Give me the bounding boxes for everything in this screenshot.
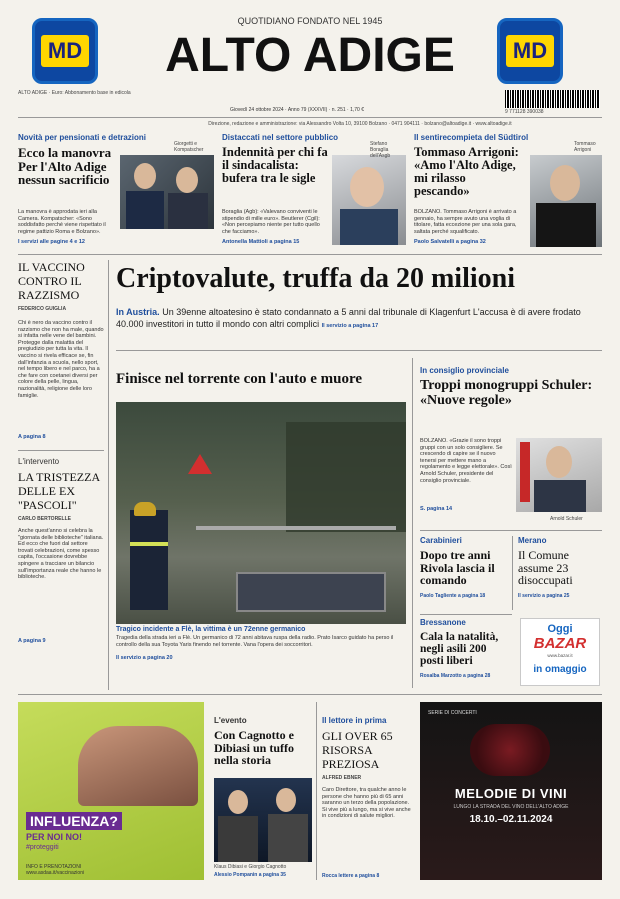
left-info: ALTO ADIGE · Euro: Abbonamento base in edicola [18, 90, 131, 96]
main-subheadline [116, 306, 602, 342]
page-link[interactable]: Rocca lettere a pagina 8 [322, 873, 380, 879]
ad-title: MELODIE DI VINI [454, 786, 568, 801]
masthead-rule [18, 117, 602, 118]
body-text: Boraglia (Agb): «Valevano conviventi le stipendio di mille euro». Beutlerer (Cgil): «Non percepiamo niente per tutto quello che facciamo». [222, 209, 320, 235]
photo-family [78, 726, 198, 806]
caption-title: Tragico incidente a Flè, la vittima è un 72enne germanico [116, 626, 306, 633]
caption: Stefano Boraglia dell'Asgb [370, 141, 391, 159]
brief-bressanone[interactable] [420, 618, 510, 679]
kicker: Il sentirecompieta del Südtirol [414, 133, 529, 142]
author: ALFRED EBNER [322, 775, 362, 781]
right-story[interactable] [420, 366, 602, 526]
main-link[interactable]: Il servizio a pagina 17 [321, 323, 379, 329]
ad-vaccination[interactable] [18, 702, 204, 880]
brief-merano[interactable] [518, 536, 602, 599]
headline: Tommaso Arrigoni: «Amo l'Alto Adige, mi rilasso pescando» [414, 145, 519, 199]
ad-melodie-di-vini[interactable] [420, 702, 602, 880]
barcode [505, 90, 600, 108]
barcode-number: 9 771128 390038 [505, 109, 544, 115]
bazar-top: Oggi [547, 623, 573, 635]
sub-text: Un 39enne altoatesino è stato condannato a 5 anni dal tribunale di Klagenfurt L'accusa è di avere frodato 40.000 investitori in tutto il mondo con altri complici [116, 307, 581, 329]
caption: Giorgetti e Kompatscher [174, 141, 204, 153]
newspaper-title: ALTO ADIGE [165, 29, 455, 82]
photo-boraglia [332, 155, 406, 245]
headline: Indennità per chi fa il sindacalista: bufera tra le sigle [222, 145, 328, 186]
caption: Arnold Schuler [550, 516, 583, 522]
caption: Tommaso Arrigoni [574, 141, 596, 153]
editorial-headline: IL VACCINO CONTRO IL RAZZISMO [18, 260, 85, 302]
bottom-rule [18, 694, 602, 695]
intervento-kicker: L'intervento [18, 457, 60, 466]
left-col-rule [108, 260, 109, 690]
intervento-link[interactable]: A pagina 9 [18, 638, 46, 644]
kicker: Distaccati nel settore pubblico [222, 133, 339, 142]
caption: Klaus Dibiasi e Giorgio Cagnotto [214, 864, 287, 870]
bottom-story-event[interactable] [214, 716, 312, 882]
top-story-2[interactable] [222, 133, 406, 251]
intervento-headline: LA TRISTEZZA DELLE EX "PASCOLI" [18, 470, 100, 512]
photo-schuler [516, 438, 602, 512]
letters-column[interactable] [322, 716, 412, 882]
kicker: L'evento [214, 716, 247, 725]
headline: Dopo tre anni Rivola lascia il comando [420, 548, 495, 588]
tagline: QUOTIDIANO FONDATO NEL 1945 [237, 16, 383, 26]
top-story-1[interactable] [18, 133, 214, 251]
rule [420, 614, 512, 615]
headline: Ecco la manovra Per l'Alto Adige nessun sacrificio [18, 145, 112, 188]
main-rule [116, 350, 602, 351]
page-link[interactable]: Rosalba Marzotto a pagina 28 [420, 673, 491, 680]
body-text: BOLZANO. «Grazie il sono troppi gruppi con un solo consigliere. Se crescendo di capire se il nuovo tenersi per mettere mano a regolamento e legge elettorale». Così Arnold Schuler, presidente del consiglio provinciale. [420, 438, 512, 484]
photo-accident [116, 402, 406, 624]
right-col-rule [412, 358, 413, 688]
bazar-url: www.bazar.it [547, 653, 573, 658]
main-headline[interactable]: Criptovalute, truffa da 20 milioni [116, 263, 515, 294]
page-link[interactable]: Alessio Pompanin a pagina 35 [214, 872, 286, 878]
ad-sub: LUNGO LA STRADA DEL VINO DELL'ALTO ADIGE [453, 804, 569, 810]
bazar-brand: BAZAR [533, 635, 587, 652]
md-logo-left: MD [32, 18, 98, 84]
brief-carabinieri[interactable] [420, 536, 508, 599]
body-text: BOLZANO. Tommaso Arrigoni è arrivato a gennaio, ha sempre avuto una voglia di titolare, fatta eccezione per una sola gara, saltata perché squalificato. [414, 209, 517, 235]
story-caption [116, 626, 406, 661]
body-text: La manovra è approdata ieri alla Camera. Kompatscher: «Sono soddisfatto perché viene rispettato il regime pattizio Roma e Bolzano». [18, 209, 106, 235]
intervento-text: Anche quest'anno si celebra la "giornata delle biblioteche" italiana. Ed ecco che fuori dal settore trovati celebrazioni, come spesso capita, l'occasione dovrebbe spingere a tracciare un bilancio sull'importanza reale che hanno le biblioteche. [18, 528, 104, 581]
page-link[interactable]: I servizi alle pagine 4 e 12 [18, 239, 85, 245]
firefighter [130, 510, 168, 610]
page-link[interactable]: Paolo Salvatelli a pagina 32 [414, 239, 486, 245]
page-link[interactable]: Antonella Mattioli a pagina 15 [222, 239, 300, 245]
ad-dates: 18.10.–02.11.2024 [469, 814, 553, 825]
ad-info: INFO E PRENOTAZIONI www.asdaa.it/vaccinazioni [26, 864, 85, 876]
top-story-3[interactable] [414, 133, 602, 251]
bazar-ad[interactable] [520, 618, 600, 686]
editorial-link[interactable]: A pagina 8 [18, 434, 46, 440]
kicker: Carabinieri [420, 536, 462, 545]
rule [420, 530, 602, 531]
rule [512, 536, 513, 610]
editorial-author: FEDERICO GUIGLIA [18, 306, 67, 312]
ad-top: SERIE DI CONCERTI [428, 710, 477, 716]
headline: GLI OVER 65 RISORSA PREZIOSA [322, 729, 393, 771]
top-row-rule [18, 254, 602, 255]
caption-text: Tragedia della strada ieri a Flè. Un germanico di 72 anni abitava ruspa della radio. Prato Isarco guidato ha perso il controllo della sua Toyota Yaris finendo nel torrente. Vana l'opera dei soccorritori. [116, 635, 394, 648]
story-headline[interactable]: Finisce nel torrente con l'auto e muore [116, 371, 363, 387]
wine-illustration [470, 724, 550, 776]
photo-arrigoni [530, 155, 602, 247]
headline: Troppi monogruppi Schuler: «Nuove regole» [420, 378, 593, 408]
headline: Il Comune assume 23 disoccupati [518, 548, 573, 588]
editorial-text: Chi è nero da vaccino contro il razzismo che non ha male, quando si infatta nelle vene del bambini. Protegge dalla malattia del pregiudizio per tutta la vita. Il vaccino si rivela efficace se, fin dall'infanzia a scuola, nello sport, nel tempo libero e nel parco, ha a che fare con coetanei diversi per colore della pelle, lingua, nazionalità, religione delle loro famiglie. [18, 320, 104, 399]
contacts: Direzione, redazione e amministrazione: via Alessandro Volta 10, 39100 Bolzano · 0471 904111 · bolzano@altoadige.it · www.altoadige.it [208, 121, 512, 127]
ad-tag: #proteggiti [26, 844, 59, 851]
kicker: In consiglio provinciale [420, 366, 509, 375]
body-text: Caro Direttore, tra qualche anno le persone che hanno più di 65 anni saranno un terzo della popolazione. Si vive più a lungo, ma si vive anche in condizioni di salute migliori. [322, 787, 411, 820]
ad-sub: PER NOI NO! [26, 832, 83, 842]
kicker: Merano [518, 536, 547, 545]
photo-ministers [120, 155, 214, 229]
sub-kicker: In Austria. [116, 307, 160, 317]
md-logo-right: MD [497, 18, 563, 84]
kicker: Novità per pensionati e detrazioni [18, 133, 147, 142]
issue-info: Giovedì 24 ottobre 2024 · Anno 79 (XXXVII) · n. 251 · 1,70 € [230, 107, 364, 113]
warning-sign-icon [188, 454, 212, 474]
bazar-bottom: in omaggio [533, 664, 587, 675]
rule [316, 702, 317, 880]
page-link[interactable]: Paolo Tagliente a pagina 18 [420, 592, 486, 599]
kicker: Bressanone [420, 618, 466, 627]
page-link[interactable]: Il servizio a pagina 25 [518, 592, 570, 599]
photo-divers [214, 778, 312, 862]
ad-headline: INFLUENZA? [26, 812, 122, 830]
headline: Con Cagnotto e Dibiasi un tuffo nella storia [214, 728, 295, 768]
left-column [18, 260, 104, 690]
kicker: Il lettore in prima [322, 716, 387, 725]
page-link[interactable]: S. pagina 14 [420, 506, 453, 512]
story-link[interactable]: Il servizio a pagina 20 [116, 655, 173, 661]
headline: Cala la natalità, negli asili 200 posti liberi [420, 631, 499, 668]
intervento-author: CARLO BERTORELLE [18, 516, 71, 522]
